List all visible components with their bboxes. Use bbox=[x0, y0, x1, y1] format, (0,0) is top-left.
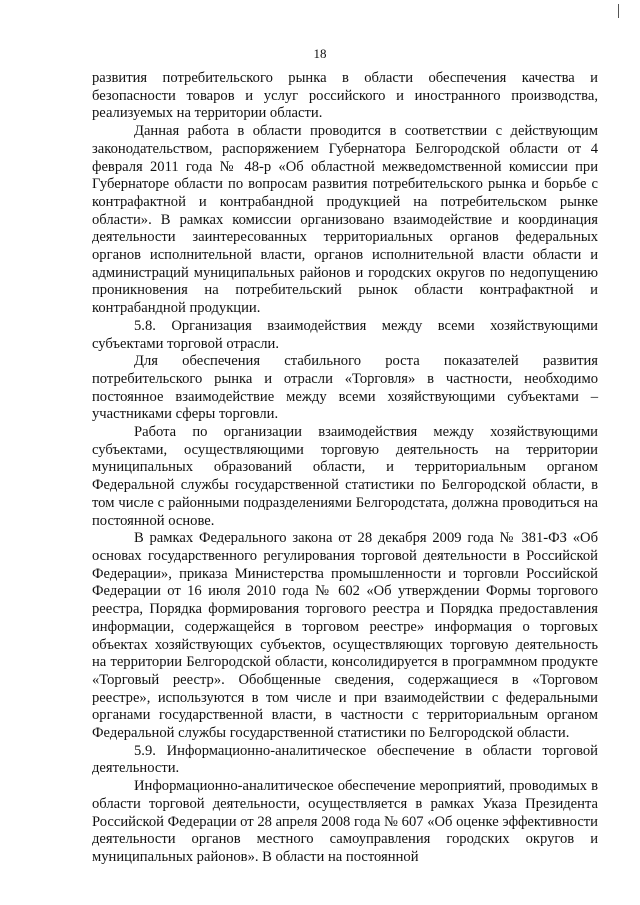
paragraph-analytics: Информационно-аналитическое обеспечение мероприятий, проводимых в области торговой деятельности, осуществляется в рамках Указа Президента Российской Федерации от 28 апреля 2008 года № 607 «Об оценке эффективности деятельности органов местного самоуправления городских округов и муниципальных районов». В области на постоянной bbox=[92, 778, 598, 865]
section-heading-5-8: 5.8. Организация взаимодействия между всеми хозяйствующими субъектами торговой отрасли. bbox=[92, 317, 598, 352]
paragraph-trade-register: В рамках Федерального закона от 28 декабря 2009 года № 381-ФЗ «Об основах государственного регулирования торговой деятельности в Российской Федерации», приказа Министерства промышленности и торговли Российской Федерации от 16 июля 2010 года № 602 «Об утверждении Формы торгового реестра, Порядка формирования торгового реестра и Порядка предоставления информации, содержащейся в торговом реестре» информация о торговых объектах хозяйствующих субъектов, осуществляющих торговую деятельность на территории Белгородской области, консолидируется в программном продукте «Торговый реестр». Обобщенные сведения, содержащиеся в «Торговом реестре», используются в том числе и при взаимодействии с федеральными органами государственной власти, в частности с территориальным органом Федеральной службы государственной статистики по Белгородской области. bbox=[92, 530, 598, 742]
body-text bbox=[92, 70, 598, 867]
page-number: 18 bbox=[313, 46, 327, 61]
paragraph-statistics: Работа по организации взаимодействия между хозяйствующими субъектами, осуществляющими торговую деятельность на территории муниципальных образований области, и территориальным органом Федеральной службы государственной статистики по Белгородской области, в том числе с районными подразделениями Белгородстата, должна проводиться на постоянной основе. bbox=[92, 424, 598, 529]
paragraph-commission: Данная работа в области проводится в соответствии с действующим законодательством, распоряжением Губернатора Белгородской области от 4 февраля 2011 года № 48-р «Об областной межведомственной комиссии при Губернаторе области по вопросам развития потребительского рынка и борьбе с контрафактной и контрабандной продукцией на потребительском рынке области». В рамках комиссии организовано взаимодействие и координация деятельности заинтересованных территориальных органов федеральных органов исполнительной власти, органов исполнительной власти области и администраций муниципальных районов и городских округов по недопущению проникновения на потребительский рынок области контрафактной и контрабандной продукции. bbox=[92, 123, 598, 317]
paragraph-continuation: развития потребительского рынка в области обеспечения качества и безопасности товаров и услуг российского и иностранного производства, реализуемых на территории области. bbox=[92, 70, 598, 122]
paragraph-interaction: Для обеспечения стабильного роста показателей развития потребительского рынка и отрасли «Торговля» в частности, необходимо постоянное взаимодействие между всеми хозяйствующими субъектами – участниками сферы торговли. bbox=[92, 353, 598, 423]
scan-artifact-line bbox=[618, 4, 619, 18]
section-heading-5-9: 5.9. Информационно-аналитическое обеспечение в области торговой деятельности. bbox=[92, 742, 598, 777]
